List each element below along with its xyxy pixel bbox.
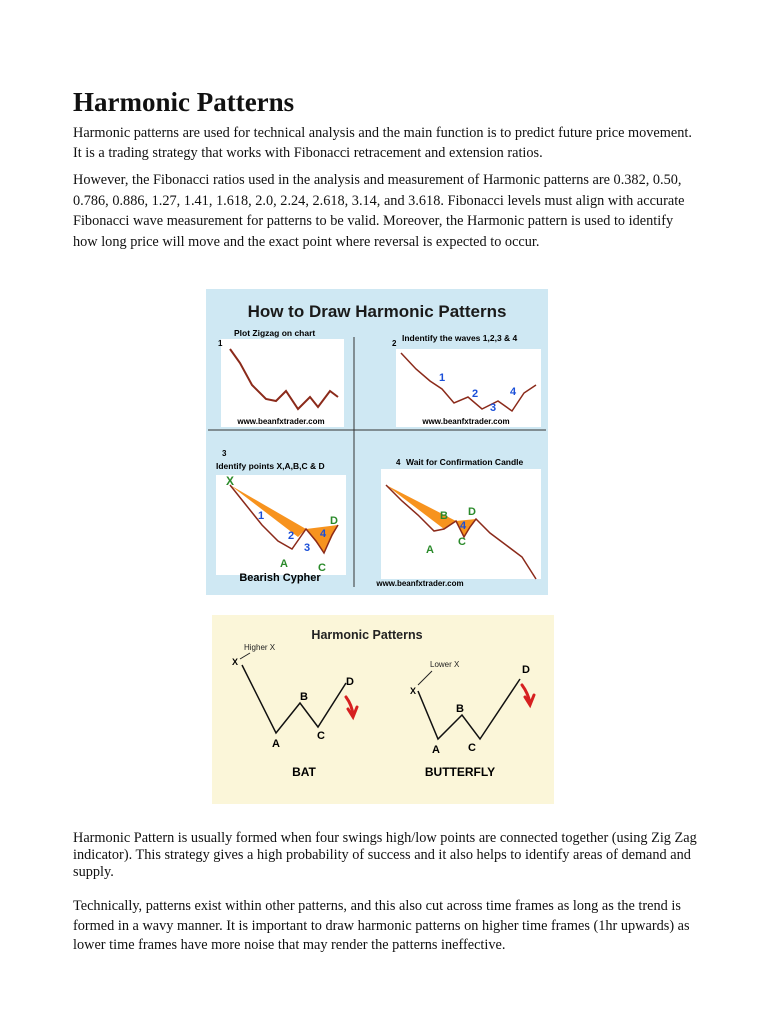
panel-3-point-a: A (280, 558, 288, 570)
page-title: Harmonic Patterns (73, 87, 295, 117)
bat-point-c: C (317, 730, 325, 742)
panel-2-wave-3: 3 (490, 402, 497, 414)
panel-3-pattern-name: Bearish Cypher (239, 572, 321, 584)
bat-label: BAT (292, 765, 316, 779)
butterfly-point-d: D (522, 664, 530, 676)
panel-1-caption: Plot Zigzag on chart (234, 328, 316, 338)
butterfly-label: BUTTERFLY (424, 765, 496, 779)
bat-point-x: X (232, 657, 239, 667)
panel-2-watermark: www.beanfxtrader.com (422, 417, 510, 426)
panel-4-point-a: A (426, 544, 434, 556)
panel-4-number: 4 (396, 458, 401, 467)
paragraph-zigzag: Harmonic Pattern is usually formed when four swings high/low points are connected together (using Zig Zag indicator). This strategy gives a high probability of success and it also helps to identify areas of demand and supply. (73, 830, 697, 880)
panel-3-wave-4: 4 (320, 528, 327, 540)
panel-4-point-d: D (468, 506, 476, 518)
butterfly-point-c: C (468, 742, 476, 754)
panel-1-chart-area (221, 339, 344, 427)
bat-butterfly-figure (212, 615, 554, 804)
panel-4-point-c: C (458, 536, 466, 548)
butterfly-point-a: A (432, 744, 440, 756)
bat-point-a: A (272, 738, 280, 750)
panel-3-caption: Identify points X,A,B,C & D (216, 461, 325, 471)
panel-2-wave-4: 4 (510, 386, 517, 398)
bat-note: Higher X (244, 643, 276, 652)
panel-3-point-x: X (226, 474, 235, 488)
paragraph-timeframes: Technically, patterns exist within other patterns, and this also cut across time frames as long as the trend is formed in a wavy manner. It is important to draw harmonic patterns on higher time frames (1hr upwards) as lower time frames have more noise that may render the patterns ineffective. (73, 898, 690, 953)
panel-4-point-b: B (440, 510, 448, 522)
panel-1-number: 1 (218, 339, 223, 348)
bat-point-b: B (300, 691, 308, 703)
panel-3-wave-1: 1 (258, 510, 265, 522)
figure-title: Harmonic Patterns (311, 628, 423, 642)
panel-1-watermark: www.beanfxtrader.com (237, 417, 325, 426)
panel-3-wave-2: 2 (288, 530, 295, 542)
how-to-draw-harmonic-patterns-figure (206, 289, 548, 595)
bat-point-d: D (346, 676, 354, 688)
panel-4-caption: Wait for Confirmation Candle (406, 457, 524, 467)
paragraph-fibonacci-ratios: However, the Fibonacci ratios used in the analysis and measurement of Harmonic patterns are 0.382, 0.50, 0.786, 0.886, 1.27, 1.41, 1.618, 2.0, 2.24, 2.618, 3.14, and 3.618. Fibonacci levels must align with accurate Fibonacci wave measurement for patterns to be valid. Moreover, the Harmonic pattern is used to identify how long price will move and the exact point where reversal is expected to occur. (73, 172, 685, 250)
panel-2-wave-1: 1 (439, 372, 446, 384)
panel-3-wave-3: 3 (304, 542, 311, 554)
butterfly-note: Lower X (430, 660, 460, 669)
panel-2-caption: Indentify the waves 1,2,3 & 4 (402, 333, 518, 343)
panel-4-wave-4: 4 (460, 520, 467, 532)
butterfly-point-b: B (456, 703, 464, 715)
figure-title: How to Draw Harmonic Patterns (247, 302, 507, 321)
panel-2-chart-area (396, 349, 541, 427)
panel-4-watermark: www.beanfxtrader.com (376, 579, 464, 588)
panel-3-point-d: D (330, 515, 338, 527)
panel-3-point-c: C (318, 562, 326, 574)
panel-2-number: 2 (392, 339, 397, 348)
paragraph-intro: Harmonic patterns are used for technical analysis and the main function is to predict future price movement. It is a trading strategy that works with Fibonacci retracement and extension ratios. (73, 125, 692, 161)
butterfly-point-x: X (410, 686, 417, 696)
panel-3-number: 3 (222, 449, 227, 458)
panel-2-wave-2: 2 (472, 388, 479, 400)
